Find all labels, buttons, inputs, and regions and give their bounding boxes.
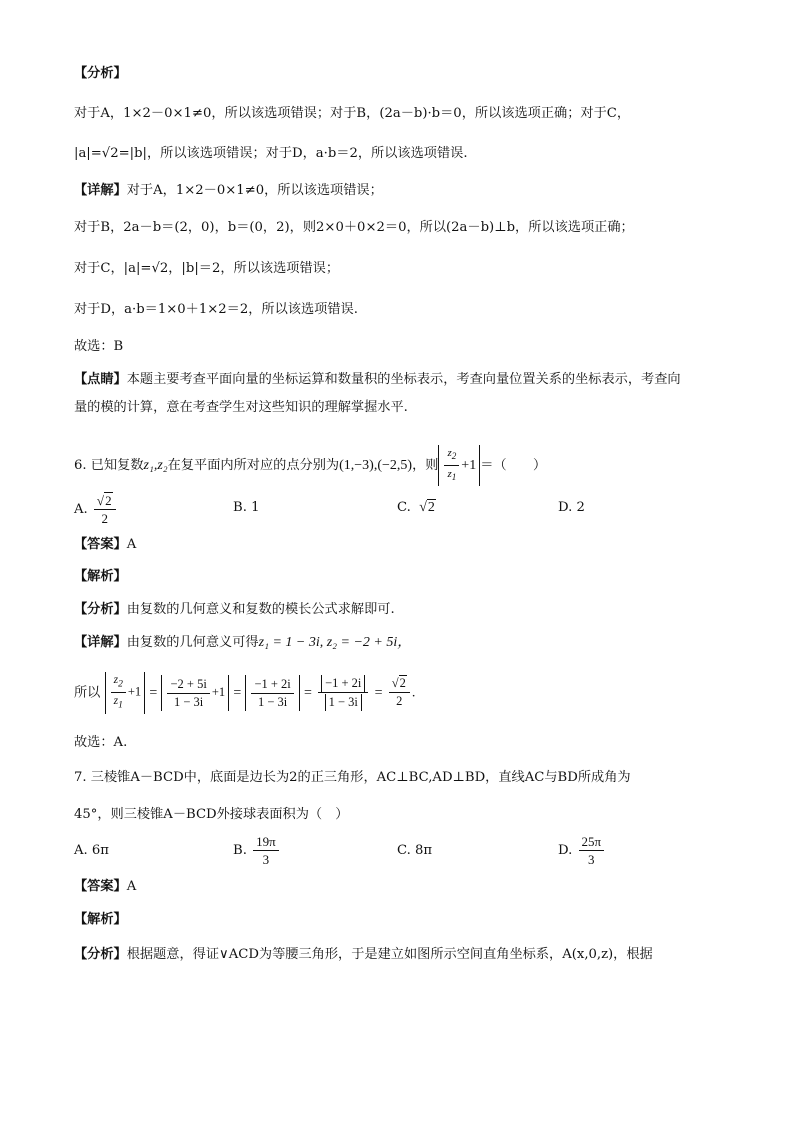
q7-answer: 【答案】A xyxy=(74,879,137,894)
q7-option-c: C. 8π xyxy=(397,843,433,858)
q6-answer: 【答案】A xyxy=(74,537,137,552)
q6-modulus-expr: $\frac{z_2}{z_1}$ +1 xyxy=(438,445,480,486)
q6-option-a: A. $\frac{√2}{2}$ xyxy=(74,492,118,527)
analysis-line-1: 对于A，1×2－0×1≠0，所以该选项错误；对于B，(2a－b)·b＝0，所以该选项正确；对于C， xyxy=(74,106,631,121)
detail-line-3: 对于C，|a|=√2，|b|＝2，所以该选项错误； xyxy=(74,261,340,276)
fenxi-label: 【分析】 xyxy=(74,66,127,81)
q7-option-d: D. $\frac{25\pi}{3}$ xyxy=(558,833,606,868)
q7-option-a: A. 6π xyxy=(74,843,109,858)
q6-option-d: D. 2 xyxy=(558,500,585,515)
q6-option-b: B. 1 xyxy=(233,500,260,515)
q6-jiexi: 【解析】 xyxy=(74,569,127,584)
conclusion-line: 故选：B xyxy=(74,339,124,354)
dianjing-label: 【点睛】 xyxy=(74,372,127,387)
question-7-stem-1: 7. 三棱锥A－BCD中，底面是边长为2的正三角形，AC⊥BC,AD⊥BD，直线AC与BD所成角为 xyxy=(74,770,631,785)
xiangjie-label: 【详解】 xyxy=(74,183,127,198)
detail-line-4: 对于D，a·b＝1×0＋1×2＝2，所以该选项错误. xyxy=(74,302,358,317)
comment-line-1 xyxy=(74,370,681,390)
detail-line-1 xyxy=(74,181,383,201)
detail-line-2: 对于B，2a－b＝(2，0)，b＝(0，2)，则2×0＋0×2＝0，所以(2a－b)⊥b，所以该选项正确； xyxy=(74,220,634,235)
q6-calculation: 所以 $\frac{z_2}{z_1}$ +1 = $\frac{-2 + 5i}{1 - 3i}$ +1 = $\frac{-1 + 2i}{1 - 3i}$ = $\frac{-1 + 2i}{1 - 3i}$ = $\frac{√2}{2}$ . xyxy=(74,672,415,714)
q6-conclusion: 故选：A. xyxy=(74,735,128,750)
q6-tail: ＝（ ） xyxy=(480,458,547,474)
q6-stem-c: ，则 xyxy=(412,458,439,474)
q6-z12: z₁,z₂ xyxy=(143,458,168,474)
q7-fenxi: 【分析】根据题意，得证∨ACD为等腰三角形，于是建立如图所示空间直角坐标系，A(x,0,z)，根据 xyxy=(74,947,653,962)
q7-jiexi: 【解析】 xyxy=(74,912,127,927)
question-7-stem-2: 45°，则三棱锥A－BCD外接球表面积为（ ） xyxy=(74,807,349,822)
comment-text: 本题主要考查平面向量的坐标运算和数量积的坐标表示，考查向量位置关系的坐标表示，考查向 xyxy=(126,372,681,387)
q6-stem-b: 在复平面内所对应的点分别为 xyxy=(167,458,340,474)
detail-text: 对于A，1×2－0×1≠0，所以该选项错误； xyxy=(126,183,383,198)
q6-fenxi: 【分析】由复数的几何意义和复数的模长公式求解即可. xyxy=(74,602,395,617)
question-6-stem xyxy=(74,445,546,486)
q7-option-b: B. $\frac{19\pi}{3}$ xyxy=(233,833,281,868)
q6-xiangjie: 【详解】由复数的几何意义可得z₁ = 1 − 3i, z₂ = −2 + 5i， xyxy=(74,635,412,650)
analysis-line-2: |a|=√2=|b|，所以该选项错误；对于D，a·b＝2，所以该选项错误. xyxy=(74,146,468,161)
q6-option-c: C. √2 xyxy=(397,500,435,515)
q6-stem-a: 6. 已知复数 xyxy=(74,458,144,474)
comment-line-2: 量的模的计算，意在考查学生对这些知识的理解掌握水平. xyxy=(74,400,408,415)
q6-points: (1,−3),(−2,5) xyxy=(339,458,413,474)
